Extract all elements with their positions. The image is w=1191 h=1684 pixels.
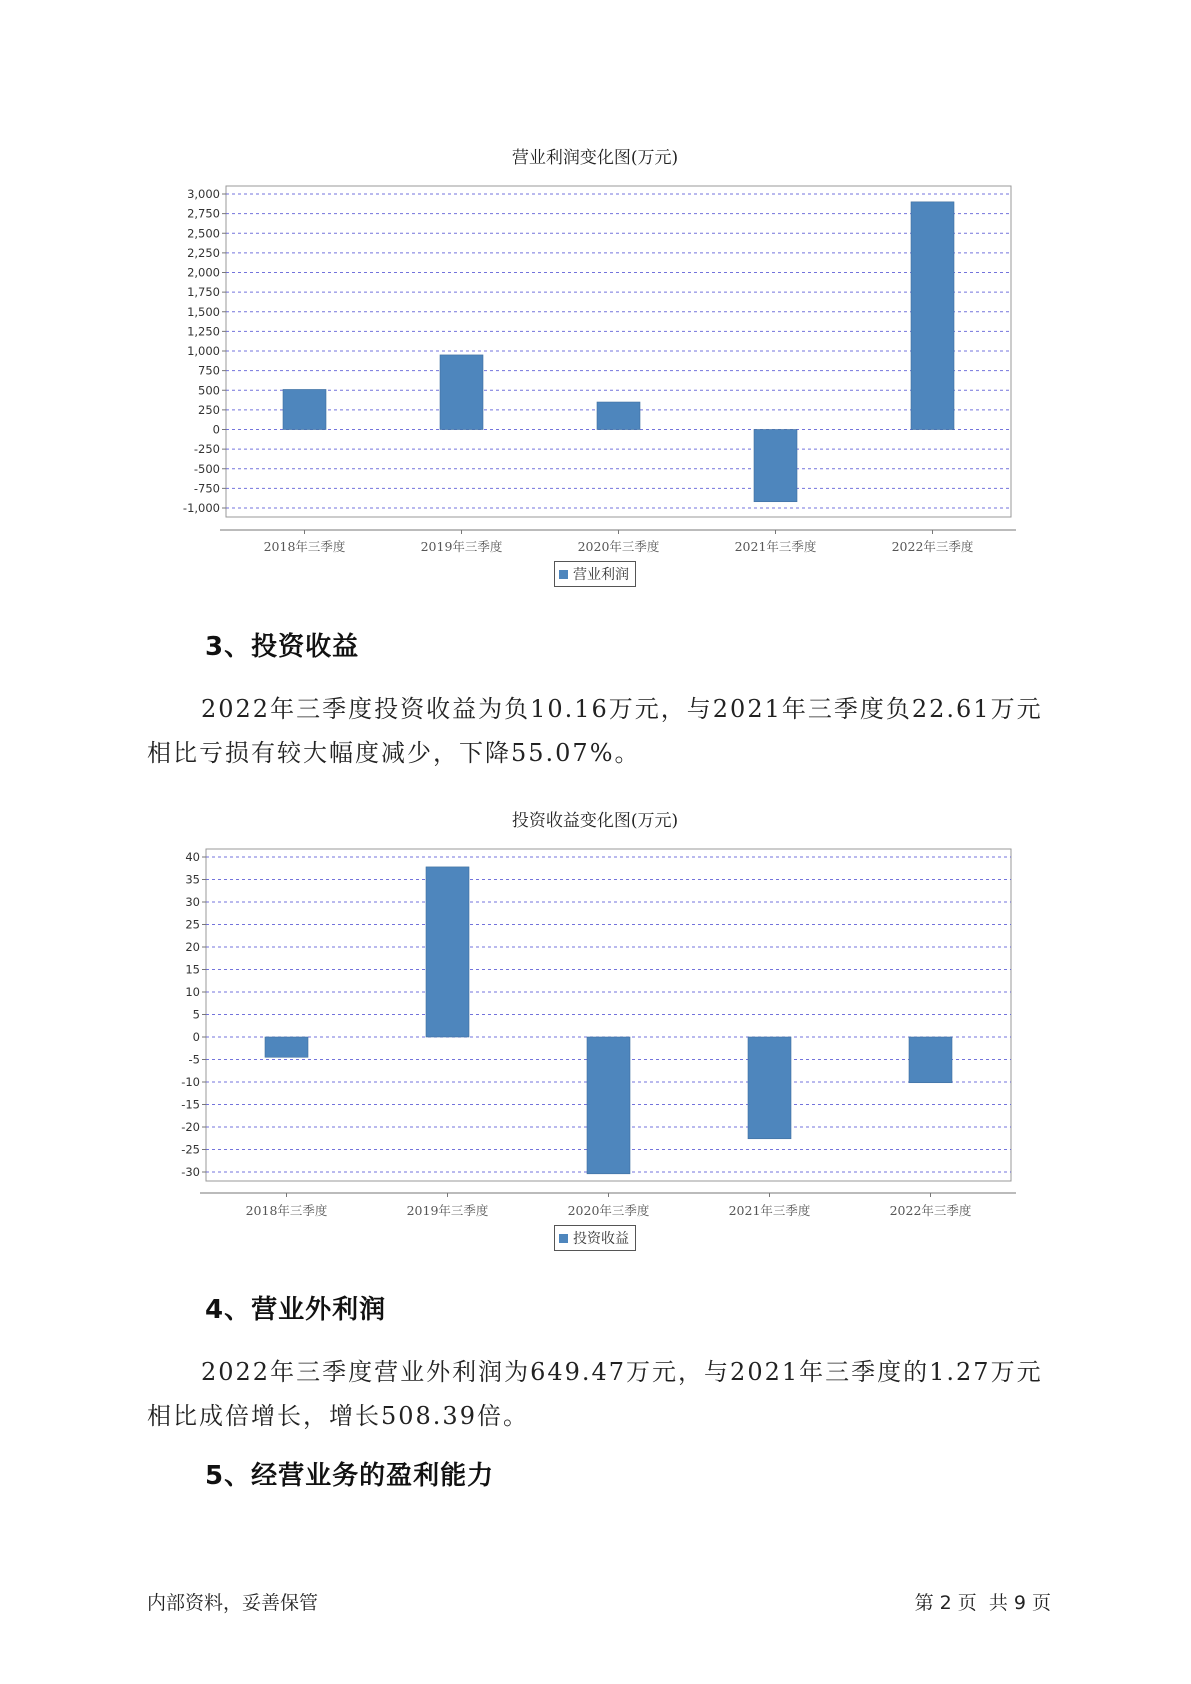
bar xyxy=(748,1037,791,1139)
y-tick-label: -20 xyxy=(181,1120,200,1134)
y-tick-label: 1,250 xyxy=(187,324,220,339)
x-tick-label: 2019年三季度 xyxy=(406,1203,489,1218)
y-tick-label: 40 xyxy=(185,850,200,864)
bar xyxy=(754,430,797,502)
y-tick-label: 5 xyxy=(192,1007,200,1022)
legend-investment-income xyxy=(554,1225,636,1251)
y-tick-label: 1,000 xyxy=(187,344,220,358)
y-tick-label: -10 xyxy=(181,1075,200,1089)
plot-area xyxy=(206,849,1011,1181)
footer-page-number: 第 2 页 共 9 页 xyxy=(914,1592,1051,1614)
y-tick-label: 750 xyxy=(198,363,220,378)
paragraph-non-operating-profit xyxy=(147,1350,1047,1438)
paragraph-line: 2022年三季度营业外利润为649.47万元，与2021年三季度的1.27万元 xyxy=(201,1358,1043,1386)
legend-swatch xyxy=(559,1234,568,1243)
y-tick-label: 1,750 xyxy=(187,285,220,300)
y-tick-label: -1,000 xyxy=(182,501,220,515)
bar xyxy=(597,402,640,429)
y-tick-label: 30 xyxy=(185,895,200,909)
legend-operating-profit xyxy=(554,561,636,587)
y-tick-label: 500 xyxy=(198,383,220,398)
y-tick-label: 0 xyxy=(192,1030,200,1044)
y-tick-label: -30 xyxy=(181,1165,200,1179)
paragraph-investment-income xyxy=(147,687,1047,775)
section-heading-non-operating-profit: 4、营业外利润 xyxy=(205,1295,387,1325)
x-tick-label: 2021年三季度 xyxy=(734,539,817,554)
y-tick-label: 10 xyxy=(185,985,200,999)
legend-label: 投资收益 xyxy=(573,1231,629,1247)
y-tick-label: 35 xyxy=(185,872,200,887)
x-tick-label: 2022年三季度 xyxy=(891,539,974,554)
paragraph-line: 相比成倍增长，增长508.39倍。 xyxy=(147,1402,529,1430)
paragraph-line: 相比亏损有较大幅度减少，下降55.07%。 xyxy=(147,739,641,767)
section-heading-profitability: 5、经营业务的盈利能力 xyxy=(205,1461,495,1491)
y-tick-label: 2,750 xyxy=(187,206,220,221)
y-tick-label: 25 xyxy=(185,917,200,932)
y-tick-label: -250 xyxy=(193,442,220,457)
chart-title-operating-profit: 营业利润变化图(万元) xyxy=(511,148,679,168)
x-tick-label: 2020年三季度 xyxy=(567,1203,650,1218)
bar xyxy=(440,355,483,430)
section-heading-investment-income: 3、投资收益 xyxy=(205,632,360,662)
y-tick-label: -25 xyxy=(181,1142,200,1157)
y-tick-label: 20 xyxy=(185,940,200,954)
x-tick-label: 2018年三季度 xyxy=(263,539,346,554)
x-tick-label: 2020年三季度 xyxy=(577,539,660,554)
legend-label: 营业利润 xyxy=(573,567,629,583)
footer-confidential-note: 内部资料，妥善保管 xyxy=(147,1592,319,1614)
chart-title-investment-income: 投资收益变化图(万元) xyxy=(511,811,679,831)
y-tick-label: -750 xyxy=(193,481,220,496)
bar xyxy=(911,202,954,430)
y-tick-label: 1,500 xyxy=(187,304,220,319)
y-tick-label: 15 xyxy=(185,962,200,977)
y-tick-label: 0 xyxy=(212,422,220,437)
x-tick-label: 2021年三季度 xyxy=(728,1203,811,1218)
y-tick-label: 2,500 xyxy=(187,226,220,241)
legend-swatch xyxy=(559,570,568,579)
x-tick-label: 2022年三季度 xyxy=(889,1203,972,1218)
x-tick-label: 2019年三季度 xyxy=(420,539,503,554)
y-tick-label: 2,000 xyxy=(187,265,220,280)
bar xyxy=(587,1037,630,1174)
bar xyxy=(265,1037,308,1057)
y-tick-label: 3,000 xyxy=(187,187,220,201)
plot-area xyxy=(226,186,1011,517)
paragraph-line: 2022年三季度投资收益为负10.16万元，与2021年三季度负22.61万元 xyxy=(201,695,1043,723)
bar xyxy=(909,1037,952,1083)
y-tick-label: -15 xyxy=(181,1097,200,1112)
bar xyxy=(283,389,326,429)
bar xyxy=(426,867,469,1037)
y-tick-label: 250 xyxy=(198,402,220,417)
y-tick-label: 2,250 xyxy=(187,245,220,260)
y-tick-label: -5 xyxy=(188,1052,200,1067)
y-tick-label: -500 xyxy=(193,461,220,476)
x-tick-label: 2018年三季度 xyxy=(245,1203,328,1218)
